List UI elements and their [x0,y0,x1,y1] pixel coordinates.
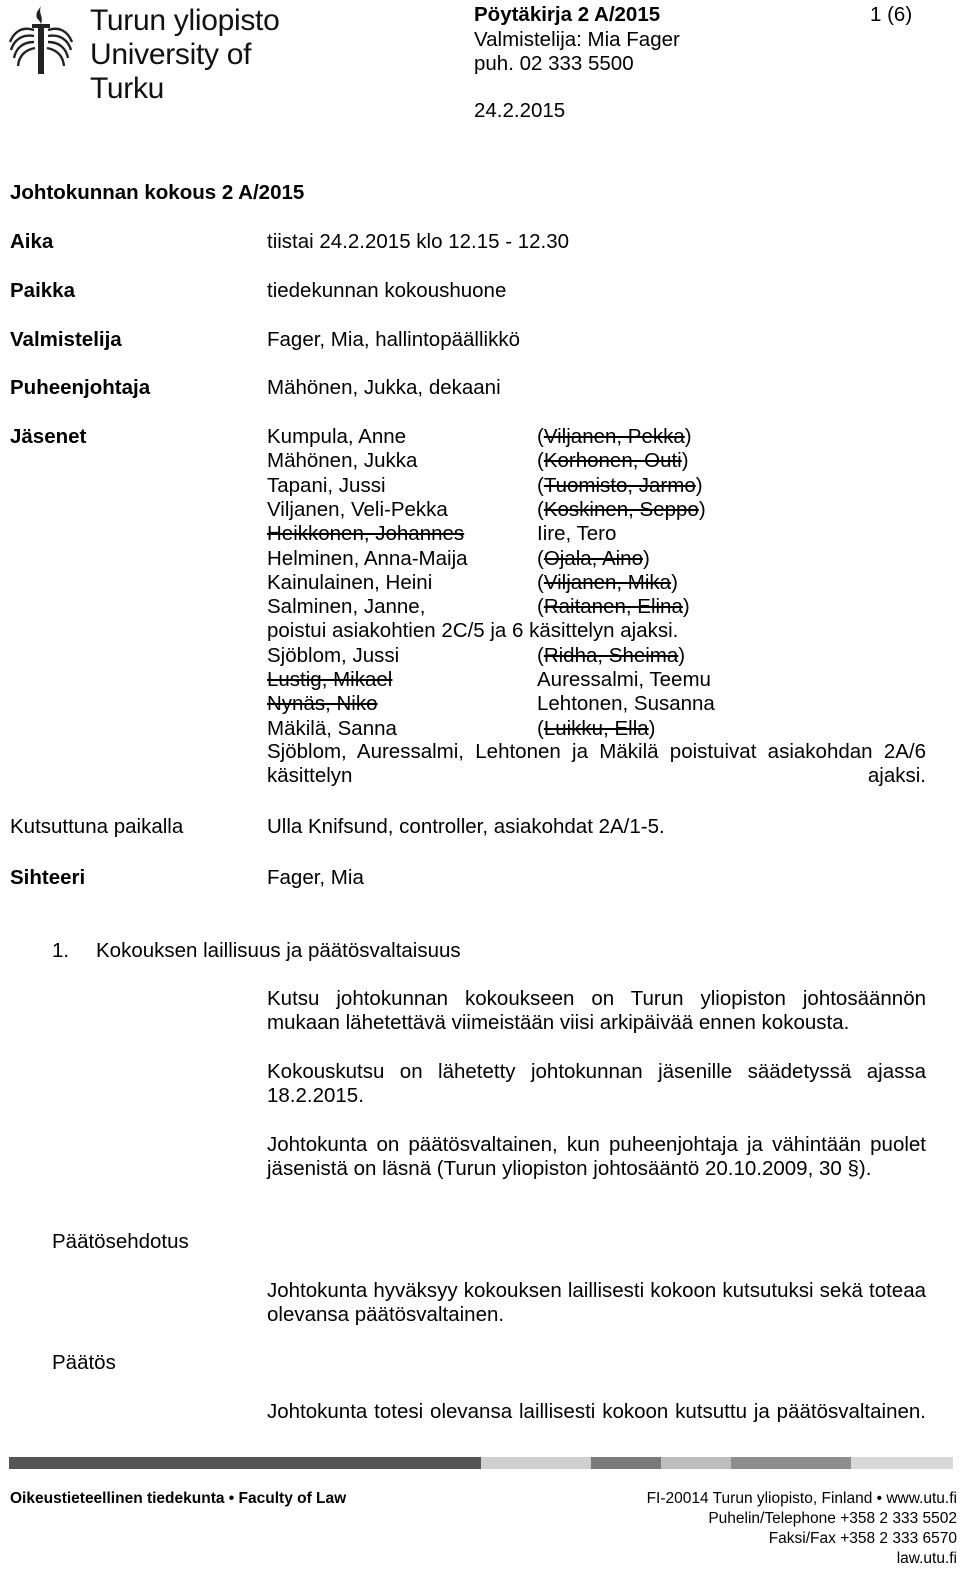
faculty-en: Faculty of Law [238,1490,347,1507]
section-number: 1. [52,939,70,962]
member-deputy [537,425,692,449]
logo-line-2: University of Turku [90,38,252,105]
deputy-name: Ridha, Sheima [543,644,679,667]
document-date: 24.2.2015 [474,99,566,122]
deputy-name: Viljanen, Pekka [543,425,685,448]
paren-open: ( [537,547,544,570]
label-chair: Puheenjohtaja [10,376,151,399]
deputy-name: Korhonen, Outi [543,449,682,472]
footer-bar-mid-2 [731,1457,851,1469]
footer-bar-mid-light [661,1457,731,1469]
label-secretary: Sihteeri [10,866,86,889]
paren-open: ( [537,595,544,618]
footer-fax: Faksi/Fax +358 2 333 6570 [768,1530,957,1547]
deputy-name: Viljanen, Mika [543,571,672,594]
deputy-name: Auressalmi, Teemu [537,668,711,691]
paren-close: ) [671,571,678,594]
paren-open: ( [537,717,544,740]
paren-close: ) [695,474,703,497]
paren-open: ( [537,571,544,594]
paren-open: ( [537,425,544,448]
paren-close: ) [682,595,690,618]
deputy-name: Lehtonen, Susanna [537,692,715,715]
paragraph-2: Kokouskutsu on lähetetty johtokunnan jäsenille säädetyssä ajassa 18.2.2015. [267,1060,926,1107]
meeting-title: Johtokunnan kokous 2 A/2015 [10,181,305,204]
label-time: Aika [10,230,54,253]
member-note: poistui asiakohtien 2C/5 ja 6 käsittelyn ajaksi. [267,619,679,642]
footer-faculty [10,1487,346,1511]
value-secretary: Fager, Mia [267,866,364,889]
member-main: Kumpula, Anne [267,425,407,448]
university-logo [4,4,304,105]
deputy-name: Luikku, Ella [543,717,649,740]
member-deputy [537,668,711,692]
paren-close: ) [681,449,689,472]
member-main: Helminen, Anna-Maija [267,547,468,570]
proposal-text: Johtokunta hyväksyy kokouksen laillisesti kokoon kutsutuksi sekä toteaa olevansa päätösvaltainen. [267,1279,926,1326]
footer-bar-mid [591,1457,661,1469]
member-main: Kainulainen, Heini [267,571,433,594]
footer-bar-end [851,1457,953,1469]
member-deputy [537,571,678,595]
member-deputy [537,449,689,473]
member-deputy [537,717,656,741]
member-main: Mäkilä, Sanna [267,717,397,740]
member-main: Lustig, Mikael [267,668,393,691]
member-deputy [537,547,650,571]
label-proposal: Päätösehdotus [52,1230,189,1253]
member-deputy [537,692,715,716]
deputy-name: Koskinen, Seppo [543,498,699,521]
member-main: Nynäs, Niko [267,692,378,715]
section-heading: Kokouksen laillisuus ja päätösvaltaisuus [96,939,461,962]
member-main: Viljanen, Veli-Pekka [267,498,448,521]
footer-address: FI-20014 Turun yliopisto, Finland • www.utu.fi [646,1490,957,1507]
footer-phone: Puhelin/Telephone +358 2 333 5502 [708,1510,957,1527]
member-main: Mähönen, Jukka [267,449,418,472]
faculty-fi: Oikeustieteellinen tiedekunta [10,1490,225,1507]
label-invited: Kutsuttuna paikalla [10,815,184,838]
page-number: 1 (6) [870,3,913,26]
footer-bar-dark [9,1457,481,1469]
label-decision: Päätös [52,1351,116,1374]
paren-open: ( [537,474,544,497]
paren-close: ) [642,547,650,570]
paren-close: ) [648,717,656,740]
paragraph-1: Kutsu johtokunnan kokoukseen on Turun yliopiston johtosäännön mukaan lähetettävä viimeistään viisi arkipäivää ennen kokousta. [267,987,926,1034]
value-chair: Mähönen, Jukka, dekaani [267,376,501,399]
member-main: Sjöblom, Jussi [267,644,400,667]
paren-open: ( [537,449,544,472]
footer-bar-light [481,1457,591,1469]
paren-open: ( [537,498,544,521]
member-deputy [537,522,616,546]
label-preparer: Valmistelija [10,328,122,351]
faculty-separator: • [228,1490,235,1507]
deputy-name: Ojala, Aino [543,547,643,570]
deputy-name: Raitanen, Elina [543,595,683,618]
deputy-name: Iire, Tero [537,522,617,545]
torch-emblem-icon [4,4,78,76]
paren-open: ( [537,644,544,667]
value-preparer: Fager, Mia, hallintopäällikkö [267,328,520,351]
paren-close: ) [698,498,706,521]
member-deputy [537,644,685,668]
member-main: Salminen, Janne, [267,595,426,618]
member-deputy [537,595,690,619]
member-main: Heikkonen, Johannes [267,522,465,545]
value-invited: Ulla Knifsund, controller, asiakohdat 2A/1-5. [267,815,665,838]
footer-web: law.utu.fi [896,1550,957,1567]
member-deputy [537,498,706,522]
preparer: Valmistelija: Mia Fager [474,28,680,51]
value-time: tiistai 24.2.2015 klo 12.15 - 12.30 [267,230,570,253]
document-title: Pöytäkirja 2 A/2015 [474,3,661,26]
value-place: tiedekunnan kokoushuone [267,279,507,302]
label-members: Jäsenet [10,425,87,448]
paren-close: ) [684,425,692,448]
paren-close: ) [678,644,686,667]
phone: puh. 02 333 5500 [474,52,634,75]
members-note: Sjöblom, Auressalmi, Lehtonen ja Mäkilä poistuivat asiakohdan 2A/6 käsittelyn ajaksi. [267,740,926,787]
logo-line-1: Turun yliopisto [90,4,280,37]
deputy-name: Tuomisto, Jarmo [543,474,696,497]
paragraph-3: Johtokunta on päätösvaltainen, kun puheenjohtaja ja vähintään puolet jäsenistä on läsnä (Turun yliopiston johtosääntö 20.10.2009, 30 §). [267,1133,926,1180]
member-main: Tapani, Jussi [267,474,386,497]
member-deputy [537,474,703,498]
label-place: Paikka [10,279,75,302]
decision-text: Johtokunta totesi olevansa laillisesti kokoon kutsuttu ja päätösvaltainen. [267,1400,926,1423]
